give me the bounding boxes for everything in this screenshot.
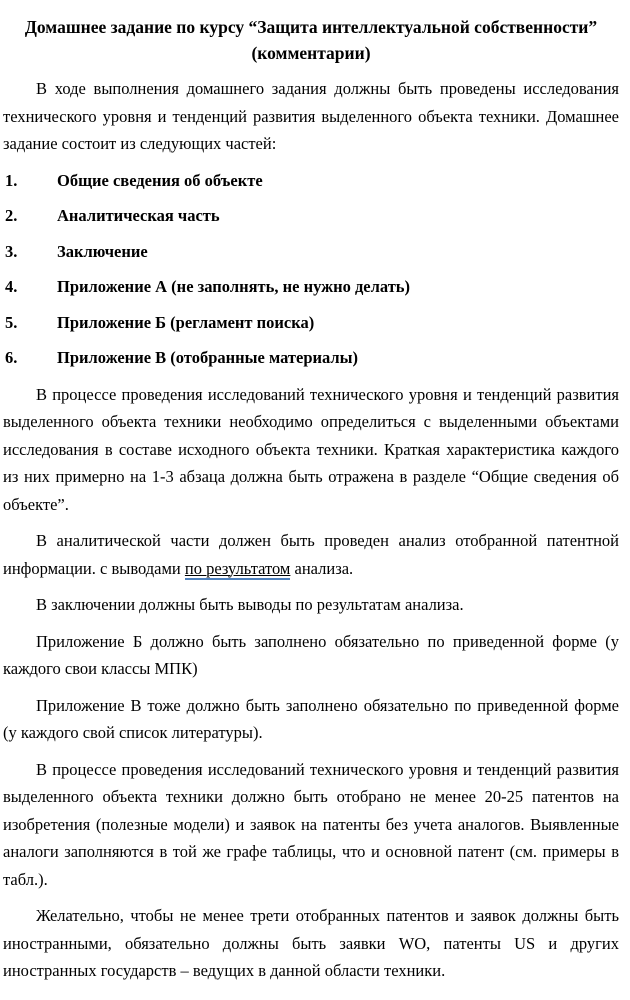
paragraph-conclusion: В заключении должны быть выводы по результатам анализа. (36, 595, 464, 614)
list-item-text: Аналитическая часть (57, 206, 220, 225)
paragraph-intro: В ходе выполнения домашнего задания должны быть проведены исследования технического уровня и тенденций развития выделенного объекта техники. Домашнее задание состоит из следующих частей: (3, 79, 619, 153)
paragraph-analytical-before: В аналитической части должен быть проведен анализ отобранной патентной информации. с выводами (3, 531, 619, 578)
list-item-number: 4. (5, 277, 18, 296)
paragraph-patents: В процессе проведения исследований технического уровня и тенденций развития выделенного объекта техники должно быть отобрано не менее 20-25 патентов на изобретения (полезные модели) и заявок на патенты без учета аналогов. Выявленные аналоги заполняются в той же графе таблицы, что и основной патент (см. примеры в табл.). (3, 759, 619, 889)
list-item-text: Общие сведения об объекте (57, 170, 263, 190)
grammar-underlined-phrase: по результатом (184, 558, 291, 578)
paragraph-analytical-after: анализа. (290, 558, 354, 578)
list-item-text: Заключение (57, 241, 148, 261)
list-item-text: Приложение А (не заполнять, не нужно делать) (57, 277, 411, 296)
list-item (3, 273, 619, 301)
paragraph-appendix-b: Приложение Б должно быть заполнено обязательно по приведенной форме (у каждого свои классы МПК) (3, 631, 619, 678)
assignment-parts-list (3, 167, 619, 372)
page-title: Домашнее задание по курсу “Защита интеллектуальной собственности” (24, 17, 598, 37)
paragraph-objects: В процессе проведения исследований технического уровня и тенденций развития выделенного объекта техники необходимо определиться с выделенными объектами исследования в составе исходного объекта техники. Краткая характеристика каждого из них примерно на 1-3 абзаца должна быть отражена в разделе “Общие сведения об объекте”. (3, 384, 619, 514)
list-item (3, 202, 619, 230)
list-item-number: 3. (5, 241, 18, 261)
list-item (3, 167, 619, 195)
list-item-number: 5. (5, 312, 18, 332)
list-item (3, 309, 619, 337)
page-subtitle: (комментарии) (251, 43, 371, 63)
list-item-number: 1. (5, 170, 18, 190)
paragraph-appendix-v: Приложение В тоже должно быть заполнено обязательно по приведенной форме (у каждого свой список литературы). (3, 695, 619, 742)
list-item-number: 2. (5, 206, 18, 225)
list-item-number: 6. (5, 348, 18, 367)
paragraph-analytical (3, 527, 619, 582)
list-item-text: Приложение В (отобранные материалы) (57, 348, 359, 367)
paragraph-foreign: Желательно, чтобы не менее трети отобранных патентов и заявок должны быть иностранными, обязательно должны быть заявки WO, патенты US и других иностранных государств – ведущих в данной области техники. (3, 906, 619, 980)
list-item (3, 238, 619, 266)
list-item-text: Приложение Б (регламент поиска) (57, 312, 315, 332)
list-item (3, 344, 619, 372)
